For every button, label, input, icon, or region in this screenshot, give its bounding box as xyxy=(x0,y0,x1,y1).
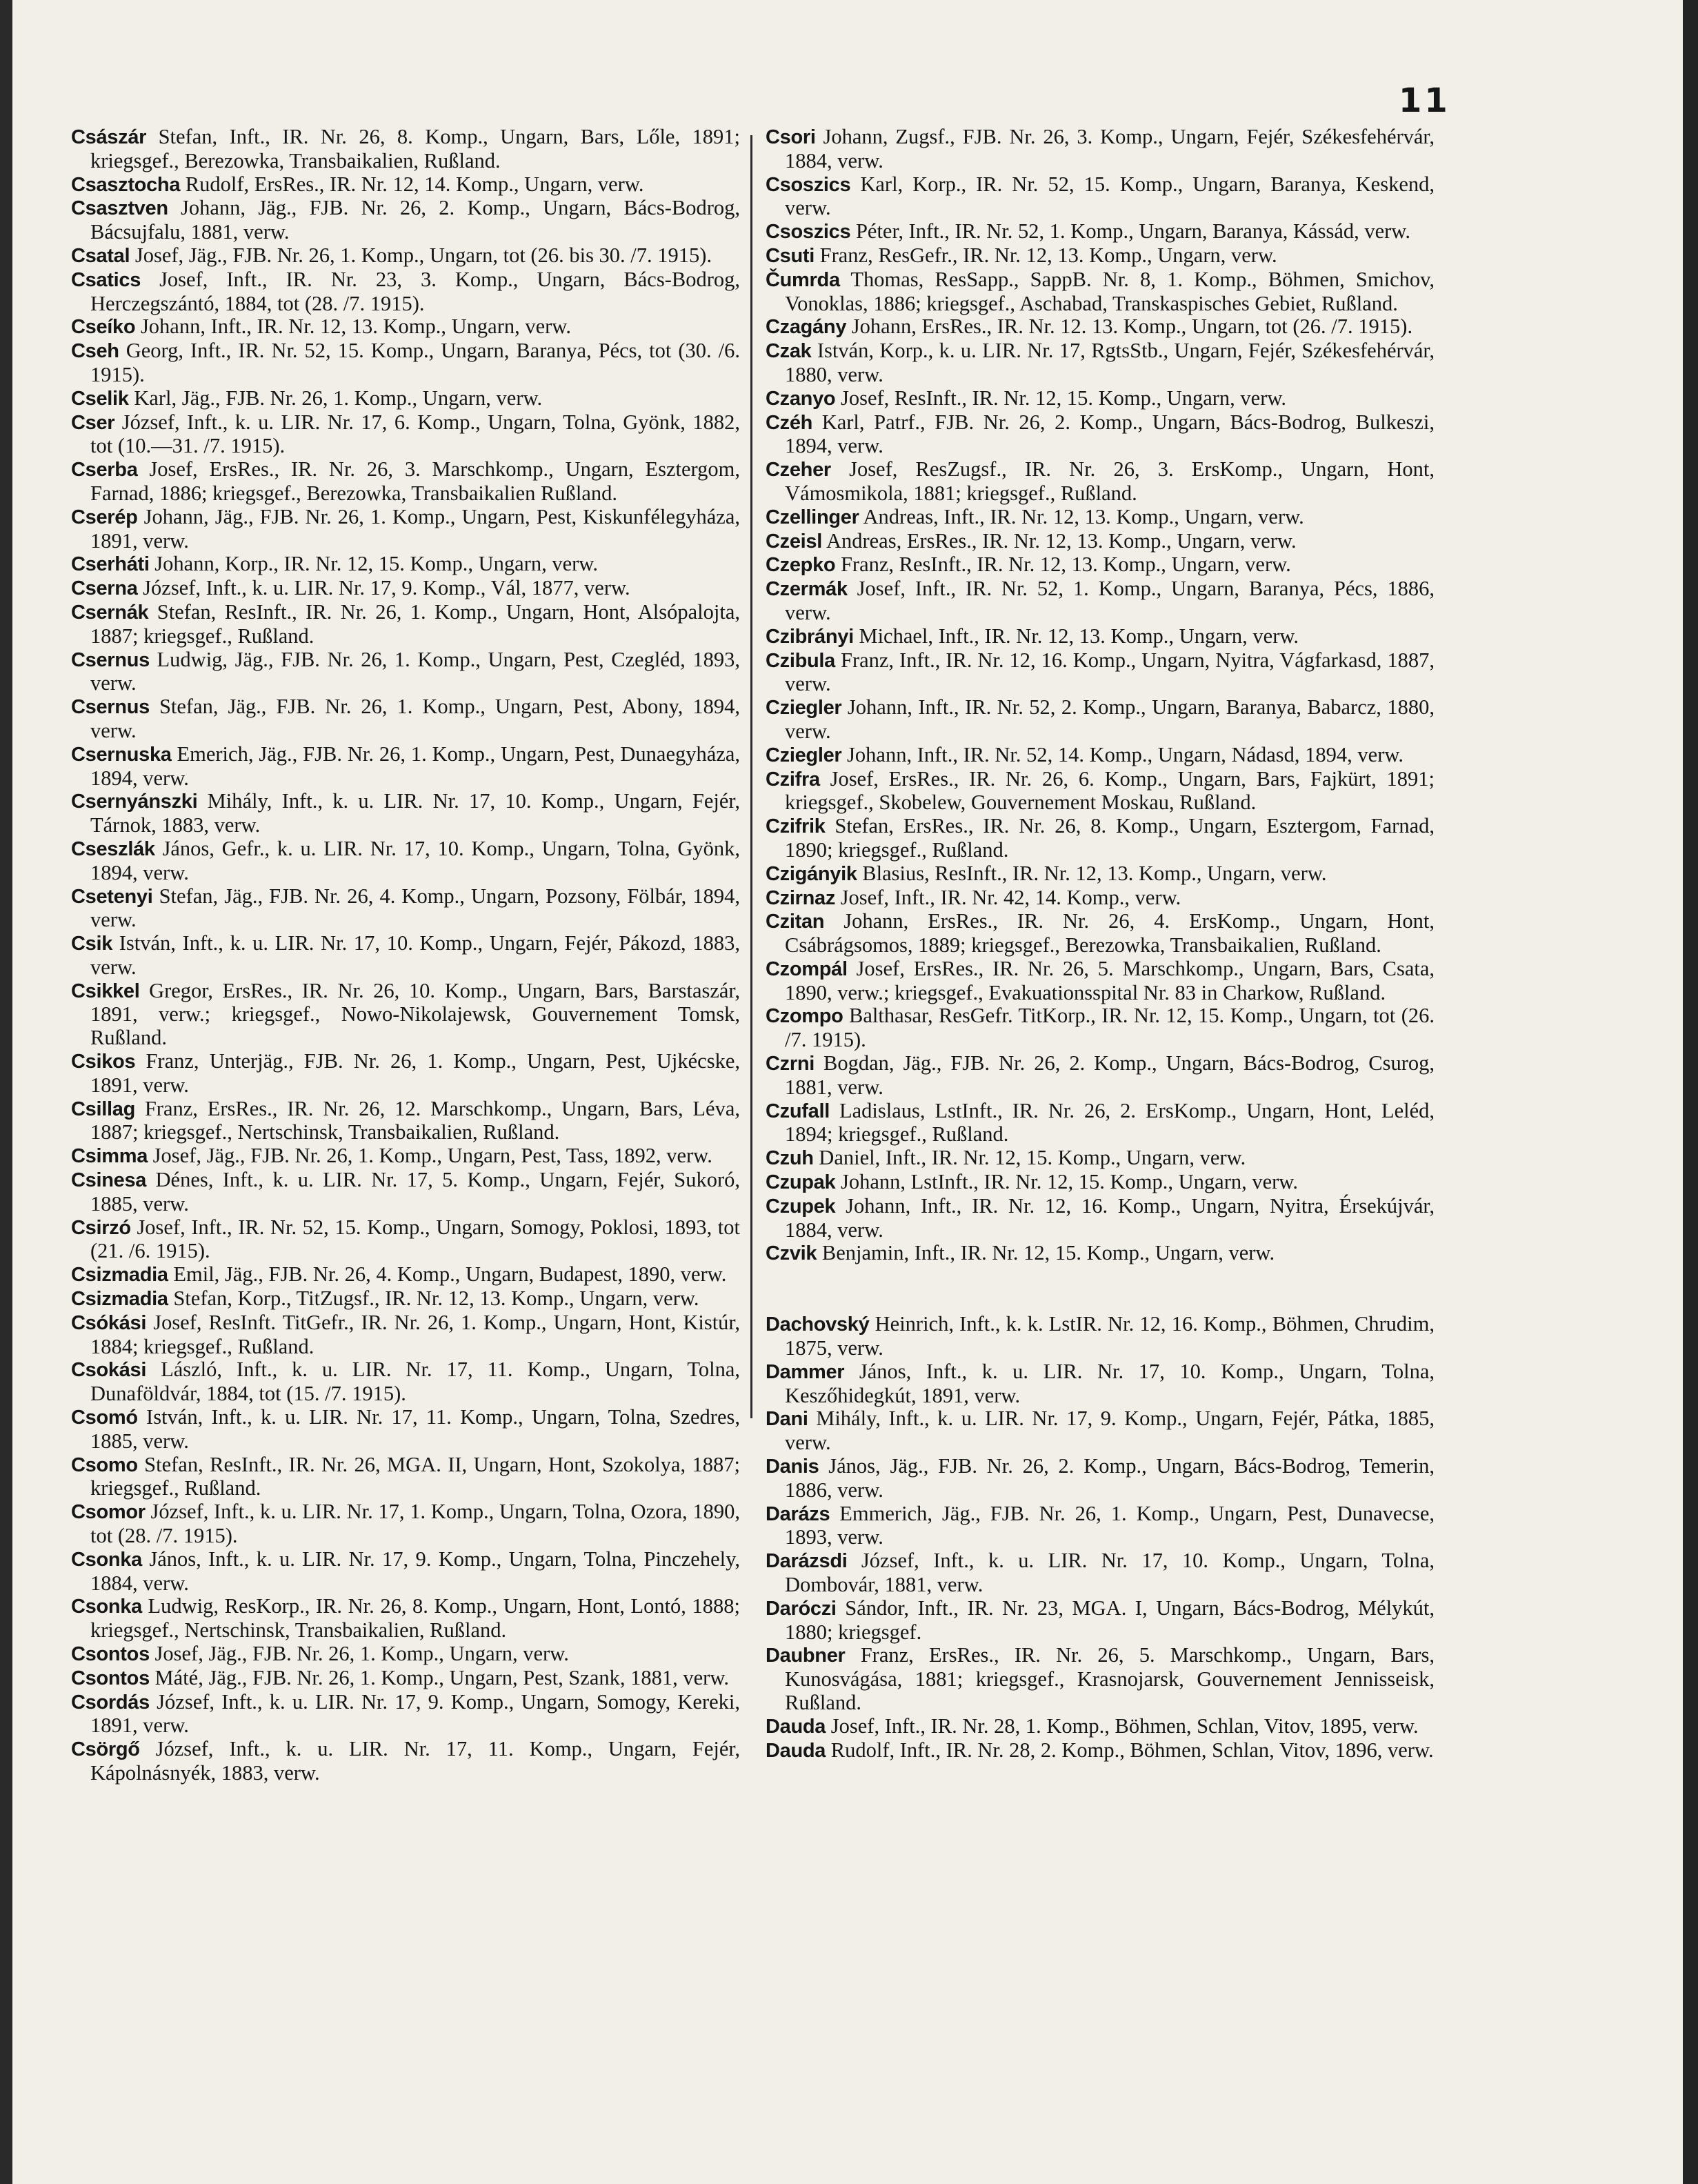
entry-surname: Csörgő xyxy=(71,1738,140,1761)
entry-surname: Daróczi xyxy=(766,1597,837,1620)
entry-surname: Csontos xyxy=(71,1667,150,1689)
entry-surname: Dani xyxy=(766,1408,808,1431)
entry-surname: Czupek xyxy=(766,1195,836,1218)
entry-surname: Cserháti xyxy=(71,553,150,576)
register-entry xyxy=(71,1169,740,1216)
entry-surname: Csernák xyxy=(71,601,149,624)
register-entry xyxy=(71,126,740,173)
entry-surname: Csizmadia xyxy=(71,1288,168,1311)
scan-edge-right xyxy=(1683,0,1698,2184)
entry-details: Karl, Jäg., FJB. Nr. 26, 1. Komp., Ungarn, verw. xyxy=(128,386,543,410)
entry-details: Johann, LstInft., IR. Nr. 12, 15. Komp., Ungarn, verw. xyxy=(835,1170,1298,1194)
entry-surname: Czupak xyxy=(766,1171,836,1194)
section-gap xyxy=(766,1266,1435,1313)
entry-details: Benjamin, Inft., IR. Nr. 12, 15. Komp., Ungarn, verw. xyxy=(817,1241,1275,1265)
register-entry xyxy=(766,886,1435,911)
entry-surname: Csinesa xyxy=(71,1169,147,1192)
entry-details: Franz, ResInft., IR. Nr. 12, 13. Komp., Ungarn, verw. xyxy=(835,553,1291,577)
entry-details: József, Inft., k. u. LIR. Nr. 17, 10. Komp., Ungarn, Tolna, Dombovár, 1881, verw. xyxy=(785,1549,1435,1597)
register-entry xyxy=(766,1195,1435,1242)
entry-surname: Csoszics xyxy=(766,173,851,196)
register-entry xyxy=(766,411,1435,459)
entry-surname: Czvik xyxy=(766,1242,817,1265)
register-entry xyxy=(766,1171,1435,1195)
entry-details: Josef, Jäg., FJB. Nr. 26, 1. Komp., Ungarn, tot (26. bis 30. /7. 1915). xyxy=(130,243,712,267)
entry-surname: Csetenyi xyxy=(71,885,153,908)
register-entry xyxy=(766,315,1435,339)
entry-surname: Czifrik xyxy=(766,815,826,838)
register-entry xyxy=(766,1360,1435,1408)
entry-surname: Csernus xyxy=(71,696,150,719)
register-entry xyxy=(766,577,1435,625)
entry-details: István, Inft., k. u. LIR. Nr. 17, 10. Komp., Ungarn, Fejér, Pákozd, 1883, verw. xyxy=(90,931,740,979)
entry-details: Johann, Inft., IR. Nr. 12, 16. Komp., Ungarn, Nyitra, Érsekújvár, 1884, verw. xyxy=(785,1193,1435,1242)
register-entry xyxy=(71,553,740,577)
register-entry xyxy=(71,1358,740,1406)
entry-surname: Csontos xyxy=(71,1643,150,1665)
entry-details: Heinrich, Inft., k. k. LstIR. Nr. 12, 16. Komp., Böhmen, Chrudim, 1875, verw. xyxy=(785,1312,1435,1360)
register-entry xyxy=(766,1100,1435,1147)
register-entry xyxy=(766,1004,1435,1052)
register-entry xyxy=(71,244,740,268)
register-entry xyxy=(766,1715,1435,1739)
right-column xyxy=(766,126,1435,1763)
entry-surname: Czigányik xyxy=(766,862,857,885)
entry-details: Johann, Inft., IR. Nr. 12, 13. Komp., Ungarn, verw. xyxy=(135,315,571,339)
entry-details: Josef, Jäg., FJB. Nr. 26, 1. Komp., Ungarn, Pest, Tass, 1892, verw. xyxy=(148,1144,712,1168)
register-entry xyxy=(71,743,740,791)
register-entry xyxy=(766,1146,1435,1171)
register-entry xyxy=(766,1502,1435,1550)
entry-surname: Császár xyxy=(71,126,147,148)
entry-surname: Czak xyxy=(766,340,812,363)
register-entry xyxy=(71,197,740,244)
entry-surname: Csuti xyxy=(766,244,815,267)
entry-details: Franz, Unterjäg., FJB. Nr. 26, 1. Komp., Ungarn, Pest, Ujkécske, 1891, verw. xyxy=(90,1049,740,1097)
entry-surname: Czirnaz xyxy=(766,886,836,909)
entry-surname: Csoszics xyxy=(766,221,851,244)
register-entry xyxy=(766,1242,1435,1266)
entry-details: József, Inft., k. u. LIR. Nr. 17, 11. Komp., Ungarn, Fejér, Kápolnásnyék, 1883, verw. xyxy=(90,1737,740,1785)
entry-details: Andreas, ErsRes., IR. Nr. 12, 13. Komp., Ungarn, verw. xyxy=(822,528,1297,553)
entry-details: Ludwig, Jäg., FJB. Nr. 26, 1. Komp., Ungarn, Pest, Czegléd, 1893, verw. xyxy=(90,647,740,695)
entry-details: Franz, ErsRes., IR. Nr. 26, 12. Marschkomp., Ungarn, Bars, Léva, 1887; kriegsgef., Nertschinsk, Transbaikalien, Rußland. xyxy=(90,1096,740,1144)
entry-surname: Csernuska xyxy=(71,743,172,766)
entry-details: Andreas, Inft., IR. Nr. 12, 13. Komp., Ungarn, verw. xyxy=(859,504,1304,528)
entry-surname: Csókási xyxy=(71,1311,147,1334)
register-entry xyxy=(766,696,1435,744)
entry-surname: Csonka xyxy=(71,1596,142,1618)
entry-details: Franz, ErsRes., IR. Nr. 26, 5. Marschkomp., Ungarn, Bars, Kunosvágása, 1881; kriegsgef., Krasnojarsk, Gouvernement Jennisseisk, Rußland. xyxy=(785,1643,1435,1714)
register-entry xyxy=(71,387,740,411)
entry-surname: Cseszlák xyxy=(71,837,155,860)
register-entry xyxy=(71,1500,740,1548)
column-divider xyxy=(750,135,752,1418)
register-entry xyxy=(71,695,740,743)
entry-details: Johann, Jäg., FJB. Nr. 26, 2. Komp., Ungarn, Bács-Bodrog, Bácsujfalu, 1881, verw. xyxy=(90,196,740,244)
entry-surname: Darázs xyxy=(766,1502,830,1525)
entry-surname: Czrni xyxy=(766,1053,815,1075)
entry-details: Johann, Inft., IR. Nr. 52, 2. Komp., Ungarn, Baranya, Babarcz, 1880, verw. xyxy=(785,695,1435,743)
entry-surname: Csokási xyxy=(71,1359,147,1382)
entry-surname: Czanyo xyxy=(766,387,836,410)
entry-details: Stefan, ResInft., IR. Nr. 26, MGA. II, Ungarn, Hont, Szokolya, 1887; kriegsgef., Rußland. xyxy=(90,1452,740,1500)
entry-surname: Dauda xyxy=(766,1715,826,1738)
entry-surname: Dauda xyxy=(766,1739,826,1762)
register-entry xyxy=(766,553,1435,577)
register-entry xyxy=(71,648,740,696)
entry-details: Emerich, Jäg., FJB. Nr. 26, 1. Komp., Ungarn, Pest, Dunaegyháza, 1894, verw. xyxy=(90,742,740,790)
register-entry xyxy=(766,768,1435,815)
scan-edge-left xyxy=(0,0,12,2184)
entry-details: Josef, Inft., IR. Nr. 52, 15. Komp., Ungarn, Somogy, Poklosi, 1893, tot (21. /6. 1915). xyxy=(90,1215,740,1263)
entry-details: Josef, Inft., IR. Nr. 28, 1. Komp., Böhmen, Schlan, Vitov, 1895, verw. xyxy=(826,1714,1419,1738)
entry-surname: Cziegler xyxy=(766,697,842,719)
entry-details: Ladislaus, LstInft., IR. Nr. 26, 2. ErsKomp., Ungarn, Hont, Leléd, 1894; kriegsgef., Rußland. xyxy=(785,1098,1435,1146)
register-entry xyxy=(766,1549,1435,1597)
entry-surname: Csernus xyxy=(71,648,150,671)
entry-surname: Csatics xyxy=(71,268,141,291)
register-entry xyxy=(71,1642,740,1667)
entry-surname: Czitan xyxy=(766,911,825,933)
register-entry xyxy=(766,339,1435,387)
entry-surname: Csikos xyxy=(71,1051,136,1073)
entry-details: Josef, ResInft., IR. Nr. 12, 15. Komp., Ungarn, verw. xyxy=(835,386,1287,410)
entry-details: József, Inft., k. u. LIR. Nr. 17, 1. Komp., Ungarn, Tolna, Ozora, 1890, tot (28. /7. 1915). xyxy=(90,1500,740,1548)
entry-surname: Csomó xyxy=(71,1407,138,1429)
entry-details: Johann, Jäg., FJB. Nr. 26, 1. Komp., Ungarn, Pest, Kiskunfélegyháza, 1891, verw. xyxy=(90,504,740,553)
page-number: 11 xyxy=(1399,81,1450,120)
entry-details: Emmerich, Jäg., FJB. Nr. 26, 1. Komp., Ungarn, Pest, Dunavecse, 1893, verw. xyxy=(785,1501,1435,1549)
entry-surname: Csasztocha xyxy=(71,173,181,196)
entry-surname: Dachovský xyxy=(766,1313,870,1336)
entry-details: János, Inft., k. u. LIR. Nr. 17, 10. Komp., Ungarn, Tolna, Keszőhidegkút, 1891, verw. xyxy=(785,1359,1435,1407)
entry-surname: Czeisl xyxy=(766,530,823,553)
entry-surname: Csonka xyxy=(71,1548,142,1571)
register-entry xyxy=(766,1597,1435,1645)
register-entry xyxy=(71,411,740,459)
entry-details: Mihály, Inft., k. u. LIR. Nr. 17, 10. Komp., Ungarn, Fejér, Tárnok, 1883, verw. xyxy=(90,789,740,837)
entry-details: Johann, ErsRes., IR. Nr. 12. 13. Komp., Ungarn, tot (26. /7. 1915). xyxy=(846,315,1413,339)
entry-surname: Czufall xyxy=(766,1100,830,1122)
right-column-c-entries xyxy=(766,126,1435,1266)
register-entry xyxy=(71,1691,740,1738)
entry-details: Emil, Jäg., FJB. Nr. 26, 4. Komp., Ungarn, Budapest, 1890, verw. xyxy=(168,1262,727,1287)
entry-surname: Dammer xyxy=(766,1360,845,1383)
entry-surname: Czéh xyxy=(766,411,813,434)
entry-surname: Darázsdi xyxy=(766,1550,848,1573)
register-entry xyxy=(766,862,1435,886)
entry-surname: Csori xyxy=(766,126,816,148)
entry-surname: Czagány xyxy=(766,316,847,339)
register-entry xyxy=(71,885,740,933)
register-entry xyxy=(71,980,740,1050)
entry-details: József, Inft., k. u. LIR. Nr. 17, 9. Komp., Vál, 1877, verw. xyxy=(137,576,630,600)
register-entry xyxy=(71,315,740,339)
entry-details: Ludwig, ResKorp., IR. Nr. 26, 8. Komp., Ungarn, Hont, Lontó, 1888; kriegsgef., Nertschinsk, Transbaikalien, Rußland. xyxy=(90,1594,740,1642)
entry-details: Péter, Inft., IR. Nr. 52, 1. Komp., Ungarn, Baranya, Kássád, verw. xyxy=(850,219,1410,244)
register-entry xyxy=(71,1595,740,1642)
entry-surname: Cser xyxy=(71,411,115,434)
register-entry xyxy=(766,815,1435,862)
register-entry xyxy=(766,506,1435,530)
entry-details: Josef, Jäg., FJB. Nr. 26, 1. Komp., Ungarn, verw. xyxy=(149,1642,569,1665)
entry-details: Georg, Inft., IR. Nr. 52, 15. Komp., Ungarn, Baranya, Pécs, tot (30. /6. 1915). xyxy=(90,339,740,386)
register-entry xyxy=(71,1548,740,1596)
entry-details: Stefan, Jäg., FJB. Nr. 26, 1. Komp., Ungarn, Pest, Abony, 1894, verw. xyxy=(90,695,740,742)
register-entry xyxy=(766,957,1435,1005)
entry-details: Josef, ErsRes., IR. Nr. 26, 5. Marschkomp., Ungarn, Bars, Csata, 1890, verw.; kriegsgef., Evakuationsspital Nr. 83 in Charkow, Rußland. xyxy=(785,956,1435,1004)
entry-details: Johann, Inft., IR. Nr. 52, 14. Komp., Ungarn, Nádasd, 1894, verw. xyxy=(841,742,1404,766)
entry-surname: Daubner xyxy=(766,1645,846,1667)
entry-surname: Czifra xyxy=(766,768,820,791)
register-entry xyxy=(766,458,1435,506)
entry-surname: Czellinger xyxy=(766,506,859,528)
entry-surname: Cserna xyxy=(71,577,138,600)
entry-surname: Csikkel xyxy=(71,980,140,1002)
left-column xyxy=(71,126,740,1785)
entry-details: Johann, Zugsf., FJB. Nr. 26, 3. Komp., Ungarn, Fejér, Székesfehérvár, 1884, verw. xyxy=(785,125,1435,172)
register-entry xyxy=(71,1738,740,1785)
register-entry xyxy=(766,1739,1435,1763)
register-entry xyxy=(766,268,1435,316)
register-entry xyxy=(71,1406,740,1453)
entry-details: József, Inft., k. u. LIR. Nr. 17, 9. Komp., Ungarn, Somogy, Kereki, 1891, verw. xyxy=(90,1689,740,1738)
entry-surname: Cselik xyxy=(71,387,129,410)
entry-details: Sándor, Inft., IR. Nr. 23, MGA. I, Ungarn, Bács-Bodrog, Mélykút, 1880; kriegsgef. xyxy=(785,1596,1435,1644)
entry-details: Franz, Inft., IR. Nr. 12, 16. Komp., Ungarn, Nyitra, Vágfarkasd, 1887, verw. xyxy=(785,648,1435,696)
entry-surname: Czompo xyxy=(766,1005,843,1028)
register-entry xyxy=(71,1263,740,1287)
entry-surname: Cziegler xyxy=(766,744,842,766)
entry-surname: Cseíko xyxy=(71,316,136,339)
entry-details: István, Korp., k. u. LIR. Nr. 17, RgtsStb., Ungarn, Fejér, Székesfehérvár, 1880, verw. xyxy=(785,339,1435,386)
register-entry xyxy=(71,932,740,980)
register-entry xyxy=(71,577,740,601)
register-entry xyxy=(766,1644,1435,1714)
entry-surname: Csomor xyxy=(71,1501,146,1524)
right-column-d-entries xyxy=(766,1313,1435,1763)
register-entry xyxy=(71,506,740,553)
register-entry xyxy=(71,268,740,316)
register-entry xyxy=(71,173,740,197)
entry-details: Daniel, Inft., IR. Nr. 12, 15. Komp., Ungarn, verw. xyxy=(813,1146,1246,1170)
entry-details: János, Jäg., FJB. Nr. 26, 2. Komp., Ungarn, Bács-Bodrog, Temerin, 1886, verw. xyxy=(785,1454,1435,1502)
entry-surname: Csatal xyxy=(71,244,130,267)
register-entry xyxy=(766,220,1435,244)
entry-details: Mihály, Inft., k. u. LIR. Nr. 17, 9. Komp., Ungarn, Fejér, Pátka, 1885, verw. xyxy=(785,1407,1435,1455)
register-entry xyxy=(766,244,1435,268)
entry-surname: Cserép xyxy=(71,506,138,528)
register-entry xyxy=(71,1453,740,1501)
register-entry xyxy=(71,458,740,506)
entry-surname: Czibula xyxy=(766,649,836,672)
entry-details: Dénes, Inft., k. u. LIR. Nr. 17, 5. Komp., Ungarn, Fejér, Sukoró, 1885, verw. xyxy=(90,1168,740,1215)
register-entry xyxy=(71,790,740,837)
entry-surname: Csimma xyxy=(71,1145,148,1168)
entry-surname: Czompál xyxy=(766,957,848,980)
entry-surname: Cserba xyxy=(71,459,138,482)
register-entry xyxy=(71,1287,740,1311)
register-entry xyxy=(71,601,740,648)
register-entry xyxy=(766,910,1435,957)
entry-details: Josef, ErsRes., IR. Nr. 26, 3. Marschkomp., Ungarn, Esztergom, Farnad, 1886; kriegsgef., Berezowka, Transbaikalien Rußland. xyxy=(90,457,740,505)
register-entry xyxy=(71,1667,740,1691)
register-entry xyxy=(71,1216,740,1264)
entry-surname: Csirzó xyxy=(71,1216,131,1239)
entry-details: János, Inft., k. u. LIR. Nr. 17, 9. Komp., Ungarn, Tolna, Pinczehely, 1884, verw. xyxy=(90,1547,740,1595)
entry-details: Balthasar, ResGefr. TitKorp., IR. Nr. 12, 15. Komp., Ungarn, tot (26. /7. 1915). xyxy=(785,1004,1435,1052)
entry-surname: Csasztven xyxy=(71,197,168,220)
entry-details: Josef, Inft., IR. Nr. 23, 3. Komp., Ungarn, Bács-Bodrog, Herczegszántó, 1884, tot (28. /7. 1915). xyxy=(90,267,740,315)
entry-details: Bogdan, Jäg., FJB. Nr. 26, 2. Komp., Ungarn, Bács-Bodrog, Csurog, 1881, verw. xyxy=(785,1051,1435,1099)
entry-details: Josef, ErsRes., IR. Nr. 26, 6. Komp., Ungarn, Bars, Fajkürt, 1891; kriegsgef., Skobelew, Gouvernement Moskau, Rußland. xyxy=(785,766,1435,815)
entry-surname: Čumrda xyxy=(766,268,840,291)
register-entry xyxy=(766,387,1435,411)
entry-details: Josef, ResInft. TitGefr., IR. Nr. 26, 1. Komp., Ungarn, Hont, Kistúr, 1884; kriegsgef., Rußland. xyxy=(90,1310,740,1358)
entry-details: Gregor, ErsRes., IR. Nr. 26, 10. Komp., Ungarn, Bars, Barstaszár, 1891, verw.; kriegsgef., Nowo-Nikolajewsk, Gouvernement Tomsk, Rußland. xyxy=(90,978,740,1050)
entry-details: Stefan, Jäg., FJB. Nr. 26, 4. Komp., Ungarn, Pozsony, Fölbár, 1894, verw. xyxy=(90,884,740,932)
register-entry xyxy=(766,126,1435,173)
entry-details: Stefan, Korp., TitZugsf., IR. Nr. 12, 13. Komp., Ungarn, verw. xyxy=(168,1287,699,1311)
entry-details: Blasius, ResInft., IR. Nr. 12, 13. Komp., Ungarn, verw. xyxy=(857,861,1327,885)
entry-surname: Danis xyxy=(766,1456,819,1478)
register-entry xyxy=(71,1311,740,1359)
register-entry xyxy=(71,1098,740,1145)
entry-details: Josef, Inft., IR. Nr. 52, 1. Komp., Ungarn, Baranya, Pécs, 1886, verw. xyxy=(785,577,1435,624)
register-entry xyxy=(766,1407,1435,1455)
entry-details: Franz, ResGefr., IR. Nr. 12, 13. Komp., Ungarn, verw. xyxy=(815,243,1277,267)
entry-details: Stefan, ErsRes., IR. Nr. 26, 8. Komp., Ungarn, Esztergom, Farnad, 1890; kriegsgef., Rußland. xyxy=(785,814,1435,862)
register-entry xyxy=(766,744,1435,768)
register-entry xyxy=(766,625,1435,649)
entry-surname: Csizmadia xyxy=(71,1264,168,1287)
entry-details: Máté, Jäg., FJB. Nr. 26, 1. Komp., Ungarn, Pest, Szank, 1881, verw. xyxy=(149,1665,729,1689)
register-entry xyxy=(71,1050,740,1098)
register-entry xyxy=(766,173,1435,221)
entry-surname: Csik xyxy=(71,933,113,955)
register-entry xyxy=(766,1052,1435,1100)
entry-details: János, Gefr., k. u. LIR. Nr. 17, 10. Komp., Ungarn, Tolna, Gyönk, 1894, verw. xyxy=(90,836,740,884)
entry-surname: Czepko xyxy=(766,554,836,577)
entry-details: Johann, ErsRes., IR. Nr. 26, 4. ErsKomp., Ungarn, Hont, Csábrágsomos, 1889; kriegsgef., Berezowka, Transbaikalien, Rußland. xyxy=(785,909,1435,957)
entry-surname: Csernyánszki xyxy=(71,791,198,813)
entry-surname: Czibrányi xyxy=(766,625,854,648)
entry-surname: Csomo xyxy=(71,1453,138,1476)
register-entry xyxy=(71,339,740,387)
register-entry xyxy=(766,1455,1435,1502)
entry-details: Rudolf, ErsRes., IR. Nr. 12, 14. Komp., Ungarn, verw. xyxy=(180,172,644,196)
entry-surname: Csillag xyxy=(71,1098,135,1120)
entry-details: István, Inft., k. u. LIR. Nr. 17, 11. Komp., Ungarn, Tolna, Szedres, 1885, verw. xyxy=(90,1405,740,1453)
entry-surname: Czermák xyxy=(766,578,848,601)
entry-details: József, Inft., k. u. LIR. Nr. 17, 6. Komp., Ungarn, Tolna, Gyönk, 1882, tot (10.—31. /7. 1915). xyxy=(90,410,740,458)
register-entry xyxy=(71,1144,740,1169)
entry-surname: Cseh xyxy=(71,340,119,363)
entry-details: Josef, ResZugsf., IR. Nr. 26, 3. ErsKomp., Ungarn, Hont, Vámosmikola, 1881; kriegsgef., Rußland. xyxy=(785,457,1435,505)
register-entry xyxy=(766,1313,1435,1360)
register-entry xyxy=(71,837,740,885)
register-entry xyxy=(766,649,1435,697)
entry-details: Rudolf, Inft., IR. Nr. 28, 2. Komp., Böhmen, Schlan, Vitov, 1896, verw. xyxy=(826,1738,1434,1762)
entry-surname: Czuh xyxy=(766,1147,814,1170)
entry-details: Karl, Korp., IR. Nr. 52, 15. Komp., Ungarn, Baranya, Keskend, verw. xyxy=(785,172,1435,220)
entry-details: Stefan, Inft., IR. Nr. 26, 8. Komp., Ungarn, Bars, Lőle, 1891; kriegsgef., Berezowka, Transbaikalien, Rußland. xyxy=(90,125,740,172)
register-entry xyxy=(766,530,1435,554)
entry-details: Karl, Patrf., FJB. Nr. 26, 2. Komp., Ungarn, Bács-Bodrog, Bulkeszi, 1894, verw. xyxy=(785,410,1435,458)
entry-surname: Csordás xyxy=(71,1691,150,1714)
entry-details: Stefan, ResInft., IR. Nr. 26, 1. Komp., Ungarn, Hont, Alsópalojta, 1887; kriegsgef., Rußland. xyxy=(90,599,740,648)
entry-details: Thomas, ResSapp., SappB. Nr. 8, 1. Komp., Böhmen, Smichov, Vonoklas, 1886; kriegsgef., Aschabad, Transkaspisches Gebiet, Rußland. xyxy=(785,267,1435,315)
entry-surname: Czeher xyxy=(766,459,831,482)
entry-details: Michael, Inft., IR. Nr. 12, 13. Komp., Ungarn, verw. xyxy=(853,624,1299,648)
entry-details: Josef, Inft., IR. Nr. 42, 14. Komp., verw. xyxy=(835,885,1181,909)
entry-details: Johann, Korp., IR. Nr. 12, 15. Komp., Ungarn, verw. xyxy=(149,552,598,576)
entry-details: László, Inft., k. u. LIR. Nr. 17, 11. Komp., Ungarn, Tolna, Dunaföldvár, 1884, tot (15. /7. 1915). xyxy=(90,1358,740,1406)
